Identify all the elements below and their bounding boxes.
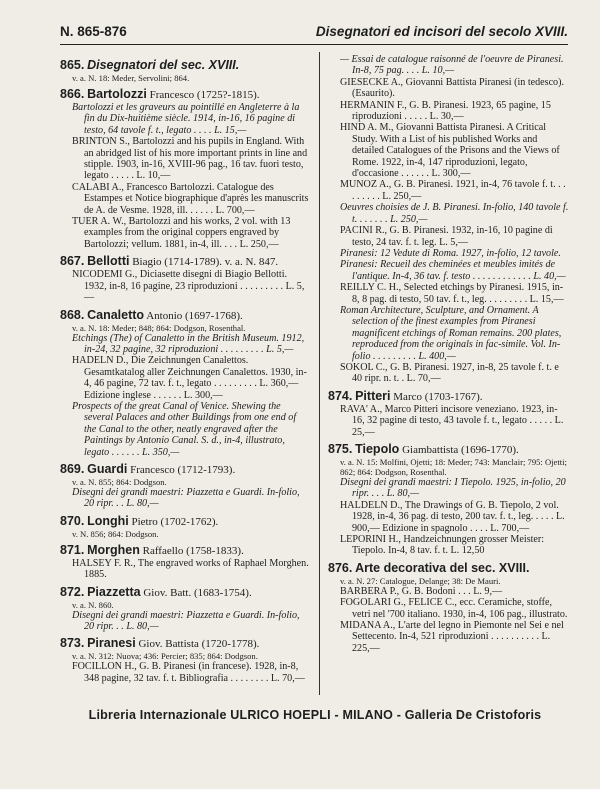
entry-number: 866. <box>60 87 85 101</box>
bibliography-entry: MUNOZ A., G. B. Piranesi. 1921, in-4, 76 tavole f. t. . . . . . . . . L. 250,— <box>340 179 566 202</box>
entry-dates: Raffaello (1758-1833). <box>142 544 244 557</box>
bibliography-entry: GIESECKE A., Giovanni Battista Piranesi (in tedesco). (Esaurito). <box>340 76 564 100</box>
bibliography-entry: Disegni dei grandi maestri: Piazzetta e Guardi. In-folio, 20 ripr. . . L. 80,— <box>72 609 300 632</box>
column-divider <box>319 52 320 695</box>
entry-keyword: Arte decorativa del sec. XVIII. <box>355 560 530 575</box>
cross-reference: v. N. 856; 864: Dodgson. <box>72 528 159 539</box>
entry-keyword: Piranesi <box>87 636 136 651</box>
bibliography-entry: BARBERA P., G. B. Bodoni . . . L. 9,— <box>340 585 503 597</box>
bibliography-entry: FOGOLARI G., FELICE C., ecc. Ceramiche, stoffe, vetri nel '700 italiano. 1930, in-4, 106 pag., illustrato. <box>340 597 568 620</box>
bibliography-entry: FOCILLON H., G. B. Piranesi (in francese). 1928, in-8, 348 pagine, 32 tav. f. t. Bibliografia . . . . . . . . L. 70,— <box>72 661 305 684</box>
bibliography-entry: HALSEY F. R., The engraved works of Raphael Morghen. 1885. <box>72 557 309 581</box>
bibliography-entry: MIDANA A., L'arte del legno in Piemonte nel Sei e nel Settecento. In-4, 521 riproduzioni . . . . . . . . . . L. 225,— <box>340 620 564 654</box>
entry-keyword: Tiepolo <box>355 442 400 456</box>
bibliography-entry: REILLY C. H., Selected etchings by Piranesi. 1915, in-8, 8 pag. di testo, 50 tav. f. t., leg. . . . . . . . . L. 15,— <box>340 282 564 305</box>
entry-heading <box>60 515 310 529</box>
entry-number: 871. <box>60 542 85 557</box>
cross-reference: v. a. N. 15: Molfini, Ojetti; 18: Meder; 743: Manclair; 795: Ojetti; 862; 864: Dodgson, Rosenthal. <box>340 457 567 477</box>
entry-keyword: Disegnatori del sec. XVIII. <box>87 58 240 72</box>
bibliography-entry: Etchings (The) of Canaletto in the British Museum. 1912, in-24, 32 pagine, 32 riproduzioni . . . . . . . . . L. 5,— <box>72 332 305 355</box>
bibliography-entry: HERMANIN F., G. B. Piranesi. 1923, 65 pagine, 15 riproduzioni . . . . . L. 30,— <box>340 99 551 123</box>
entry-dates: Giov. Battista (1720-1778). <box>138 638 260 651</box>
entry-dates: Francesco (1725?-1815). <box>149 89 260 101</box>
entry-keyword: Canaletto <box>87 307 145 322</box>
entry-heading <box>60 88 310 102</box>
cross-reference: v. a. N. 18: Meder, Servolini; 864. <box>72 73 190 83</box>
entry-heading <box>60 637 310 651</box>
bibliography-entry: LEPORINI H., Handzeichnungen grosser Meister: Tiepolo. In-4, 8 tav. f. t. L. 12,50 <box>340 534 545 557</box>
entry-number: 869. <box>60 461 85 476</box>
entry-number: 875. <box>328 442 353 456</box>
bibliography-entry: — Essai de catalogue raisonné de l'oeuvre de Piranesi. In-8, 75 pag. . . . L. 10,— <box>340 54 564 77</box>
entry-dates: Biagio (1714-1789). v. a. N. 847. <box>132 256 279 269</box>
entry-range: N. 865-876 <box>60 24 127 39</box>
bibliography-entry: HALDELN D., The Drawings of G. B. Tiepolo, 2 vol. 1928, in-4, 36 pag. di testo, 200 tav. f. t., leg. . . . . L. 900,— Edizione in spagnolo . . . . L. 700,— <box>340 499 565 534</box>
publisher-footer: Libreria Internazionale ULRICO HOEPLI - MILANO - Galleria De Cristoforis <box>88 708 542 722</box>
page-header <box>60 22 568 45</box>
entry-heading <box>328 443 570 457</box>
bibliography-entry: Bartolozzi et les graveurs au pointillé en Angleterre à la fin du Dix-huitième siècle. 1914, in-16, 16 pagine di testo, 64 tavole f. t., legato . . . . L. 15,— <box>72 102 300 136</box>
entry-keyword: Piazzetta <box>87 584 141 599</box>
cross-reference: v. a. N. 855; 864: Dodgson. <box>72 476 167 487</box>
cross-reference: v. a. N. 860. <box>72 599 114 610</box>
bibliography-entry: Piranesi: 12 Vedute di Roma. 1927, in-folio, 12 tavole. <box>340 247 561 259</box>
entry-heading <box>60 59 310 73</box>
cross-reference: v. a. N. 312: Nuova; 436: Percier; 835; 864: Dodgson. <box>72 651 258 662</box>
bibliography-entry: Prospects of the great Canal of Venice. Shewing the several Palaces and other Buildings from one end of the Canal to the other, neatly engraved after the Paintings by Antonio Canal. S. d., in-4, illustrato, legato . . . . . . L. 350,— <box>72 400 297 458</box>
bibliography-entry: PACINI R., G. B. Piranesi. 1932, in-16, 10 pagine di testo, 24 tav. f. t. leg. L. 5,— <box>340 225 553 248</box>
entry-number: 872. <box>60 584 85 599</box>
entry-keyword: Morghen <box>87 542 140 557</box>
entry-heading <box>60 544 310 558</box>
bibliography-entry: Piranesi: Recueil des cheminées et meubles imités de l'antique. In-4, 36 tav. f. testo . . . . . . . . . . . . L. 40,— <box>340 259 566 282</box>
entry-heading <box>60 255 310 269</box>
entry-keyword: Guardi <box>87 461 128 476</box>
bibliography-entry: Disegni dei grandi maestri: I Tiepolo. 1925, in-folio, 20 ripr. . . . L. 80,— <box>340 477 566 500</box>
entry-dates: Marco (1703-1767). <box>393 390 483 403</box>
entry-keyword: Pitteri <box>355 388 391 403</box>
bibliography-entry: NICODEMI G., Diciasette disegni di Biagio Bellotti. 1932, in-8, 16 pagine, 23 riproduzioni . . . . . . . . . L. 5,— <box>72 269 305 304</box>
entry-number: 868. <box>60 307 85 322</box>
entry-keyword: Bartolozzi <box>87 87 147 101</box>
bibliography-entry: HADELN D., Die Zeichnungen Canalettos. Gesamtkatalog aller Zeichnungen Canalettos. 1930, in-4, 46 pagine, 72 tav. f. t., legato . . . . . . . . . L. 360,— Edizione inglese . . . . . . L. 300,— <box>72 355 307 401</box>
bibliography-entry: CALABI A., Francesco Bartolozzi. Catalogue des Estampes et Notice biographique d'après les manuscrits de A. de Vesme. 1928, ill. . . . . . L. 700,— <box>72 181 309 216</box>
bibliography-entry: SOKOL C., G. B. Piranesi. 1927, in-8, 25 tavole f. t. e 40 ripr. n. t. . L. 70,— <box>340 361 559 385</box>
entry-number: 867. <box>60 254 85 269</box>
entry-number: 873. <box>60 636 85 651</box>
right-column <box>328 54 570 654</box>
section-title: Disegnatori ed incisori del secolo XVIII. <box>315 24 568 39</box>
bibliography-entry: TUER A. W., Bartolozzi and his works, 2 vol. with 13 examples from the original coppers engraved by Bartolozzi; vellum. 1881, in-4, ill. . . . L. 250,— <box>72 216 291 250</box>
left-column <box>60 54 310 684</box>
entry-number: 876. <box>328 560 353 575</box>
entry-heading <box>60 586 310 600</box>
bibliography-entry: Oeuvres choisies de J. B. Piranesi. In-folio, 140 tavole f. t. . . . . . . L. 250,— <box>340 202 569 225</box>
bibliography-entry: RAVA' A., Marco Pitteri incisore veneziano. 1923, in-16, 32 pagine di testo, 43 tavole f. t., legato . . . . . L. 25,— <box>340 403 564 438</box>
entry-keyword: Bellotti <box>87 254 130 269</box>
entry-dates: Giambattista (1696-1770). <box>402 444 519 456</box>
entry-dates: Francesco (1712-1793). <box>130 463 236 476</box>
cross-reference: v. a. N. 18: Meder; 848; 864: Dodgson, Rosenthal. <box>72 322 246 333</box>
bibliography-entry: HIND A. M., Giovanni Battista Piranesi. A Critical Study. With a List of his published Works and detailed Catalogues of the Prisons and the Views of Rome. 1922, in-4, 147 riproduzioni, legato, d'occasione . . . . . . L. 300,— <box>340 122 560 180</box>
entry-dates: Antonio (1697-1768). <box>146 309 243 322</box>
bibliography-entry: BRINTON S., Bartolozzi and his pupils in England. With an abridged list of his more important prints in line and stipple. 1903, in-16, XVIII-96 pag., 16 tav. fuori testo, legato . . . . . L. 10,— <box>72 136 308 182</box>
entry-heading <box>60 463 310 477</box>
entry-keyword: Longhi <box>87 513 129 528</box>
cross-reference: v. a. N. 27: Catalogue, Delange; 38: De Mauri. <box>340 575 501 586</box>
bibliography-entry: Disegni dei grandi maestri: Piazzetta e Guardi. In-folio, 20 ripr. . . L. 80,— <box>72 486 300 510</box>
entry-heading <box>328 390 570 404</box>
bibliography-entry: Roman Architecture, Sculpture, and Ornament. A selection of the finest examples from Piranesi magnificent etchings of Roman remains. 200 plates, reproduced from the originals in fac-simile. Vol. In-folio . . . . . . . . . L. 400,— <box>340 304 562 362</box>
entry-number: 874. <box>328 388 353 403</box>
entry-number: 870. <box>60 513 85 528</box>
entry-dates: Pietro (1702-1762). <box>131 515 219 528</box>
entry-number: 865. <box>60 58 85 72</box>
entry-heading <box>60 309 310 323</box>
entry-dates: Giov. Batt. (1683-1754). <box>143 586 252 599</box>
entry-heading <box>328 562 570 576</box>
